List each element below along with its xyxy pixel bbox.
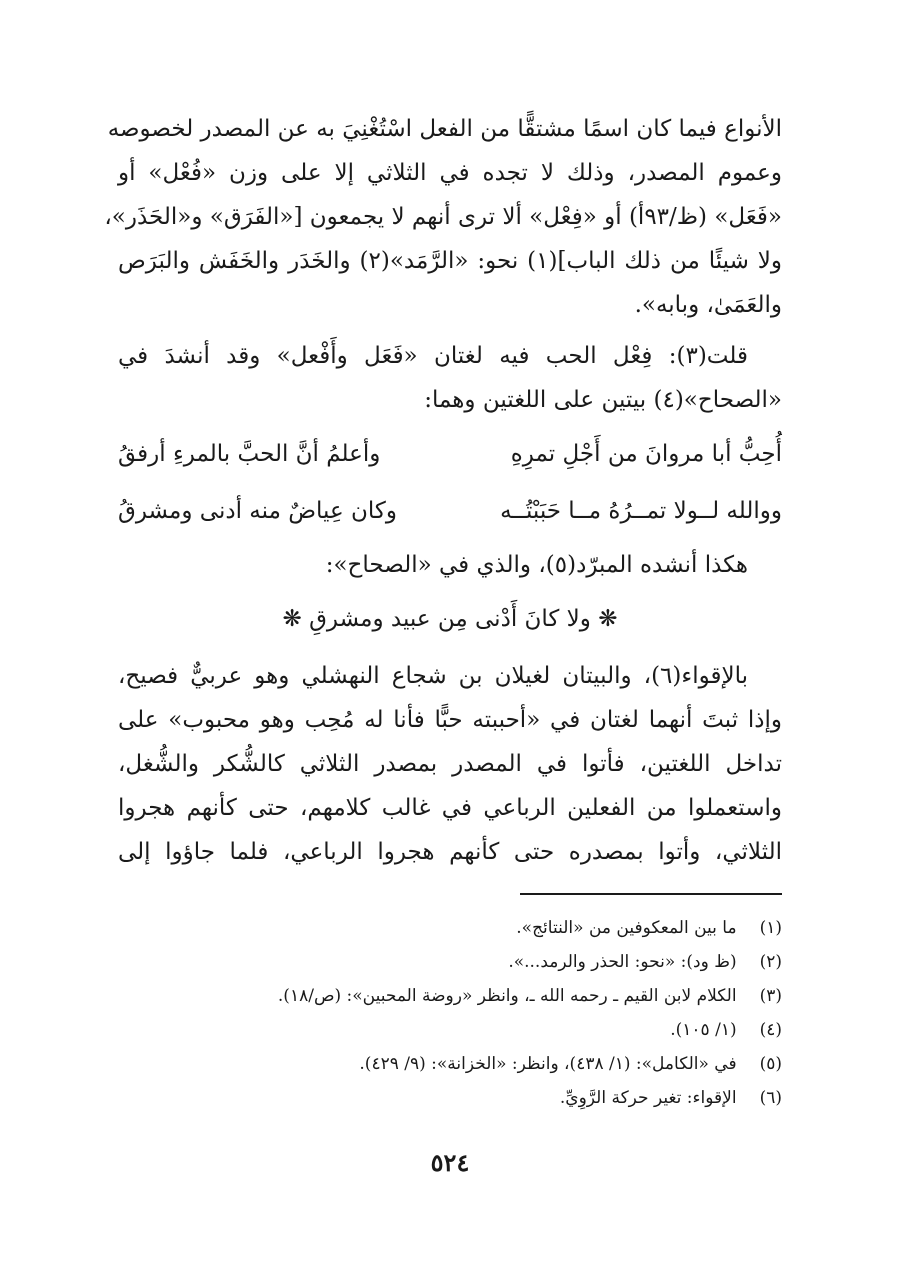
verse-line	[118, 441, 782, 467]
text-line: «الصحاح»(٤) بيتين على اللغتين وهما:	[424, 387, 782, 413]
verse-second-hemistich: وأعلمُ أنَّ الحبَّ بالمرءِ أرفقُ	[118, 441, 381, 467]
footnote-separator	[520, 893, 782, 895]
footnote-number: (١)	[759, 918, 782, 938]
verse-first-hemistich: ووالله لــولا تمــرُهُ مــا حَبَبْتُــه	[500, 498, 782, 524]
verse-line	[118, 498, 782, 524]
text-line: «فَعَل» (ظ/٩٣أ) أو «فِعْل» ألا ترى أنهم لا يجمعون [«الفَرَق» و«الحَذَر»،	[104, 204, 782, 230]
text-line: الثلاثي، وأتوا بمصدره حتى كأنهم هجروا الرباعي، فلما جاؤوا إلى	[118, 839, 782, 865]
footnote	[118, 1020, 782, 1040]
footnote	[118, 986, 782, 1006]
footnote-number: (٦)	[759, 1088, 782, 1108]
text-line: وإذا ثبتَ أنهما لغتان في «أحببته حبًّا فأنا له مُحِب وهو محبوب» على	[118, 707, 782, 733]
quoted-hemistich: ❋ ولا كانَ أَدْنى مِن عبيد ومشرقِ ❋	[282, 606, 618, 632]
footnote	[118, 1088, 782, 1108]
page-number: ٥٢٤	[430, 1148, 470, 1177]
text-line: قلت(٣): فِعْل الحب فيه لغتان «فَعَل وأَفْعل» وقد أنشدَ في	[118, 343, 748, 369]
text-line: تداخل اللغتين، فأتوا في المصدر بمصدر الثلاثي كالشُّكر والشُّغل،	[118, 751, 782, 777]
footnote-number: (٤)	[759, 1020, 782, 1040]
footnote	[118, 918, 782, 938]
footnote	[118, 1054, 782, 1074]
text-line: واستعملوا من الفعلين الرباعي في غالب كلامهم، حتى كأنهم هجروا	[118, 795, 782, 821]
footnote-number: (٣)	[759, 986, 782, 1006]
footnote-text: الإقواء: تغير حركة الرَّوِيِّ.	[559, 1088, 737, 1108]
text-line: وعموم المصدر، وذلك لا تجده في الثلاثي إلا على وزن «فُعْل» أو	[118, 160, 782, 186]
footnote-text: (١/ ١٠٥).	[670, 1020, 737, 1040]
footnote-number: (٥)	[759, 1054, 782, 1074]
text-line: الأنواع فيما كان اسمًا مشتقًّا من الفعل اسْتُغْنِيَ به عن المصدر لخصوصه	[107, 116, 782, 142]
footnote-text: (ظ ود): «نحو: الحذر والرمد...».	[508, 952, 737, 972]
text-line: بالإقواء(٦)، والبيتان لغيلان بن شجاع النهشلي وهو عربيٌّ فصيح،	[118, 663, 748, 689]
verse-first-hemistich: أُحِبُّ أبا مروانَ من أَجْلِ تمرِهِ	[510, 441, 782, 467]
text-line: هكذا أنشده المبرّد(٥)، والذي في «الصحاح»:	[325, 552, 748, 578]
footnote	[118, 952, 782, 972]
footnote-number: (٢)	[759, 952, 782, 972]
text-line: والعَمَىٰ، وبابه».	[634, 292, 782, 318]
footnote-text: في «الكامل»: (١/ ٤٣٨)، وانظر: «الخزانة»: (٩/ ٤٢٩).	[359, 1054, 737, 1074]
verse-second-hemistich: وكان عِياضٌ منه أدنى ومشرقُ	[118, 498, 397, 524]
main-text	[104, 0, 782, 900]
footnote-text: ما بين المعكوفين من «النتائج».	[516, 918, 737, 938]
footnote-text: الكلام لابن القيم ـ رحمه الله ـ، وانظر «روضة المحبين»: (ص/١٨).	[277, 986, 737, 1006]
text-line: ولا شيئًا من ذلك الباب](١) نحو: «الرَّمَد»(٢) والخَدَر والخَفَش والبَرَص	[118, 248, 782, 274]
